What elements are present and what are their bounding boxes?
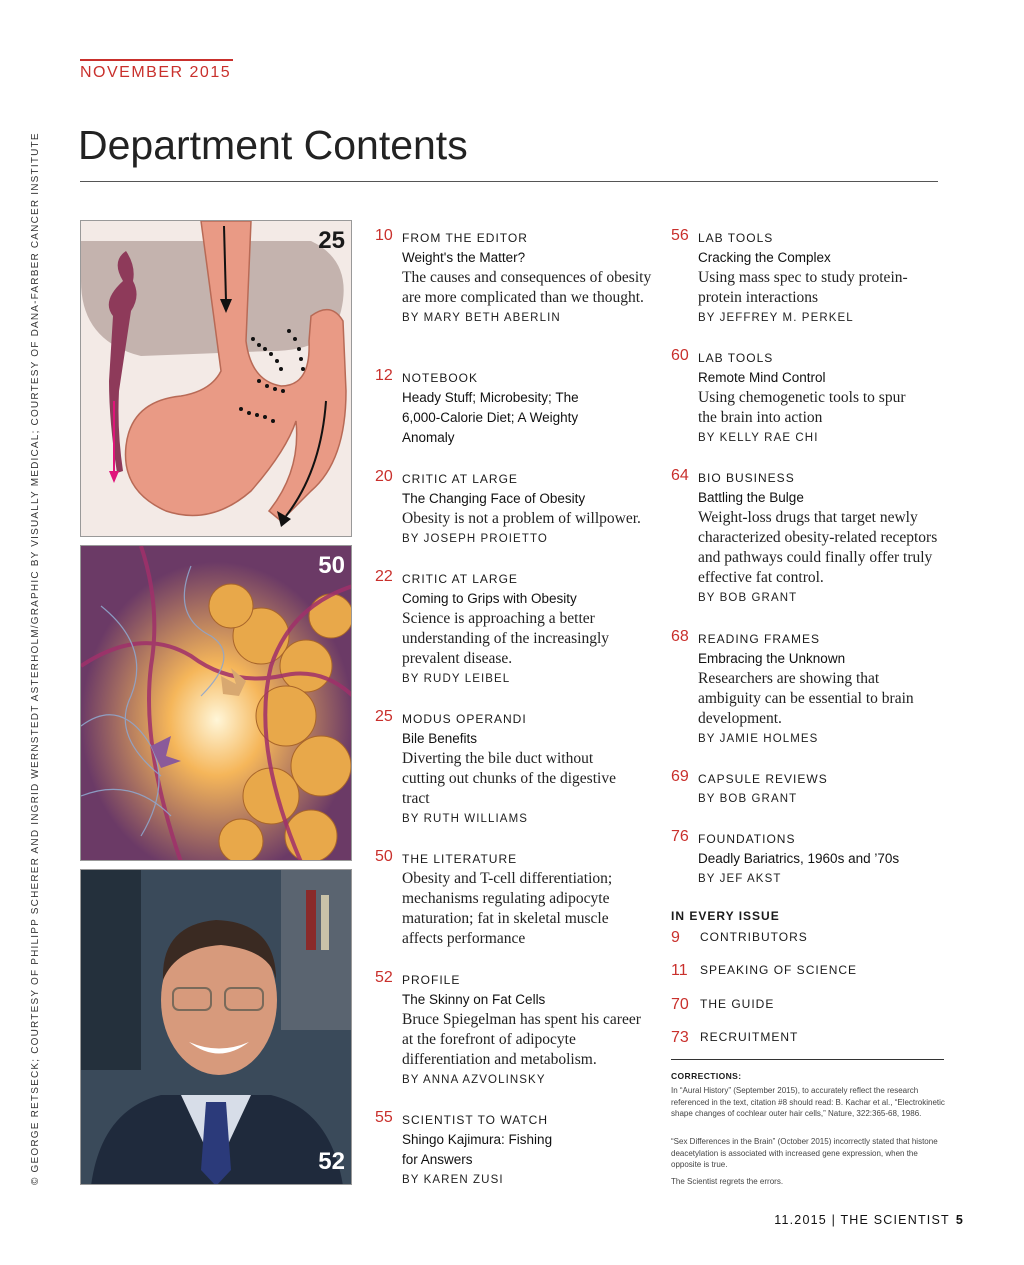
entry-section: THE LITERATURE bbox=[402, 852, 518, 866]
entry-page-number: 70 bbox=[671, 996, 689, 1013]
entry-section: CRITIC AT LARGE bbox=[402, 472, 518, 486]
every-issue-label: THE GUIDE bbox=[700, 997, 775, 1011]
entry-headline: Heady Stuff; Microbesity; The 6,000-Calorie Diet; A Weighty Anomaly bbox=[402, 390, 579, 445]
entry-section: LAB TOOLS bbox=[698, 351, 774, 365]
issue-date: NOVEMBER 2015 bbox=[80, 64, 232, 81]
entry-byline: BY KELLY RAE CHI bbox=[698, 432, 819, 444]
entry-page-number: 22 bbox=[375, 568, 393, 585]
entry-deck: Using mass spec to study protein-protein interactions bbox=[698, 269, 908, 306]
entry-byline: BY ANNA AZVOLINSKY bbox=[402, 1074, 546, 1086]
entry-page-number: 76 bbox=[671, 828, 689, 845]
entry-byline: BY RUDY LEIBEL bbox=[402, 673, 511, 685]
entry-page-number: 64 bbox=[671, 467, 689, 484]
entry-section: FOUNDATIONS bbox=[698, 832, 796, 846]
entry-page-number: 9 bbox=[671, 929, 680, 946]
entry-page-number: 55 bbox=[375, 1109, 393, 1126]
contents-entry[interactable] bbox=[375, 467, 655, 567]
entry-section: PROFILE bbox=[402, 973, 461, 987]
entry-page-number: 56 bbox=[671, 227, 689, 244]
corrections-divider bbox=[671, 1059, 944, 1060]
entry-page-number: 12 bbox=[375, 367, 393, 384]
contents-column-right bbox=[671, 226, 945, 897]
entry-headline: The Changing Face of Obesity bbox=[402, 491, 586, 506]
illustration-bile-diversion bbox=[80, 220, 352, 537]
every-issue-label: CONTRIBUTORS bbox=[700, 930, 808, 944]
entry-byline: BY JEFFREY M. PERKEL bbox=[698, 312, 854, 324]
every-issue-heading: IN EVERY ISSUE bbox=[671, 909, 780, 923]
contents-entry[interactable] bbox=[375, 366, 655, 467]
photo-page-number: 52 bbox=[318, 1148, 345, 1175]
entry-deck: Researchers are showing that ambiguity can be essential to brain development. bbox=[698, 670, 914, 727]
correction-text: In “Aural History” (September 2015), to accurately reflect the research referenced in the text, citation #8 should read: B. Kachar et al., “Electrokinetic shape changes of cochlear outer hair cells,” Nature, 322:365-68, 1986. bbox=[671, 1086, 945, 1118]
entry-byline: BY RUTH WILLIAMS bbox=[402, 813, 529, 825]
entry-byline: BY KAREN ZUSI bbox=[402, 1174, 504, 1186]
entry-headline: Bile Benefits bbox=[402, 731, 478, 746]
entry-section: CAPSULE REVIEWS bbox=[698, 772, 828, 786]
entry-headline: Embracing the Unknown bbox=[698, 651, 846, 666]
entry-page-number: 50 bbox=[375, 848, 393, 865]
correction-text: The Scientist regrets the errors. bbox=[671, 1177, 784, 1186]
entry-byline: BY JEF AKST bbox=[698, 873, 782, 885]
entry-section: NOTEBOOK bbox=[402, 371, 479, 385]
photo-page-number: 50 bbox=[318, 552, 345, 579]
entry-headline: Coming to Grips with Obesity bbox=[402, 591, 577, 606]
entry-page-number: 20 bbox=[375, 468, 393, 485]
entry-deck: The causes and consequences of obesity are more complicated than we thought. bbox=[402, 269, 652, 306]
issue-date-rule bbox=[80, 59, 233, 61]
correction-text: “Sex Differences in the Brain” (October 2015) incorrectly stated that histone deacetylation is associated with increased gene expression, when the opposite is true. bbox=[671, 1137, 938, 1169]
entry-byline: BY MARY BETH ABERLIN bbox=[402, 312, 561, 324]
entry-page-number: 11 bbox=[671, 962, 688, 979]
entry-byline: BY BOB GRANT bbox=[698, 793, 798, 805]
every-issue-label: RECRUITMENT bbox=[700, 1030, 799, 1044]
entry-deck: Using chemogenetic tools to spur the brain into action bbox=[698, 389, 906, 426]
entry-headline: Deadly Bariatrics, 1960s and ’70s bbox=[698, 851, 900, 866]
entry-headline: Weight's the Matter? bbox=[402, 250, 526, 265]
entry-page-number: 73 bbox=[671, 1029, 689, 1046]
entry-deck: Science is approaching a better understanding of the increasingly prevalent disease. bbox=[402, 610, 610, 667]
entry-headline: The Skinny on Fat Cells bbox=[402, 992, 546, 1007]
entry-page-number: 69 bbox=[671, 768, 689, 785]
contents-entry[interactable] bbox=[671, 627, 945, 767]
contents-entry[interactable] bbox=[671, 767, 945, 827]
contents-entry[interactable] bbox=[671, 466, 945, 627]
entry-section: MODUS OPERANDI bbox=[402, 712, 527, 726]
entry-section: SCIENTIST TO WATCH bbox=[402, 1113, 549, 1127]
entry-page-number: 60 bbox=[671, 347, 689, 364]
contents-entry[interactable] bbox=[375, 847, 655, 968]
entry-page-number: 52 bbox=[375, 969, 393, 986]
entry-page-number: 68 bbox=[671, 628, 689, 645]
entry-section: CRITIC AT LARGE bbox=[402, 572, 518, 586]
entry-deck: Bruce Spiegelman has spent his career at the forefront of adipocyte differentiation and metabolism. bbox=[402, 1011, 641, 1068]
entry-deck: Obesity and T-cell differentiation; mechanisms regulating adipocyte maturation; fat in skeletal muscle affects performance bbox=[402, 870, 613, 947]
entry-section: BIO BUSINESS bbox=[698, 471, 795, 485]
entry-headline: Battling the Bulge bbox=[698, 490, 804, 505]
entry-headline: Shingo Kajimura: Fishing for Answers bbox=[402, 1132, 553, 1167]
entry-headline: Cracking the Complex bbox=[698, 250, 831, 265]
entry-headline: Remote Mind Control bbox=[698, 370, 826, 385]
entry-section: FROM THE EDITOR bbox=[402, 231, 528, 245]
contents-entry[interactable] bbox=[375, 707, 655, 847]
photo-page-number: 25 bbox=[318, 227, 345, 254]
page-title: Department Contents bbox=[78, 122, 468, 168]
entry-section: LAB TOOLS bbox=[698, 231, 774, 245]
footer-issue: 11.2015 | THE SCIENTIST bbox=[774, 1213, 950, 1227]
entry-byline: BY JAMIE HOLMES bbox=[698, 733, 819, 745]
entry-byline: BY BOB GRANT bbox=[698, 592, 798, 604]
page-footer bbox=[774, 1213, 964, 1227]
contents-entry[interactable] bbox=[671, 827, 945, 897]
portrait-photo bbox=[80, 869, 352, 1185]
contents-entry[interactable] bbox=[671, 226, 945, 346]
contents-entry[interactable] bbox=[671, 346, 945, 466]
corrections-heading: CORRECTIONS: bbox=[671, 1071, 742, 1081]
entry-deck: Diverting the bile duct without cutting out chunks of the digestive tract bbox=[402, 750, 616, 807]
every-issue-label: SPEAKING OF SCIENCE bbox=[700, 963, 858, 977]
entry-deck: Weight-loss drugs that target newly characterized obesity-related receptors and pathways could finally offer truly effective fat control. bbox=[698, 509, 938, 586]
entry-section: READING FRAMES bbox=[698, 632, 821, 646]
photo-credit: © GEORGE RETSECK; COURTESY OF PHILIPP SCHERER AND INGRID WERNSTEDT ASTERHOLM/GRAPHIC BY VISUALLY MEDICAL; COURTESY OF DANA-FARBER CANCER INSTITUTE bbox=[30, 132, 41, 1185]
entry-page-number: 25 bbox=[375, 708, 393, 725]
contents-entry[interactable] bbox=[375, 968, 655, 1108]
page-number: 5 bbox=[955, 1213, 964, 1227]
entry-deck: Obesity is not a problem of willpower. bbox=[402, 510, 641, 527]
entry-page-number: 10 bbox=[375, 227, 393, 244]
contents-entry[interactable] bbox=[375, 567, 655, 707]
contents-entry[interactable] bbox=[375, 226, 655, 366]
entry-byline: BY JOSEPH PROIETTO bbox=[402, 533, 548, 545]
illustration-fat-cells bbox=[80, 545, 352, 861]
title-divider bbox=[80, 181, 938, 182]
contents-entry[interactable] bbox=[375, 1108, 655, 1188]
contents-column-middle bbox=[375, 226, 655, 1188]
